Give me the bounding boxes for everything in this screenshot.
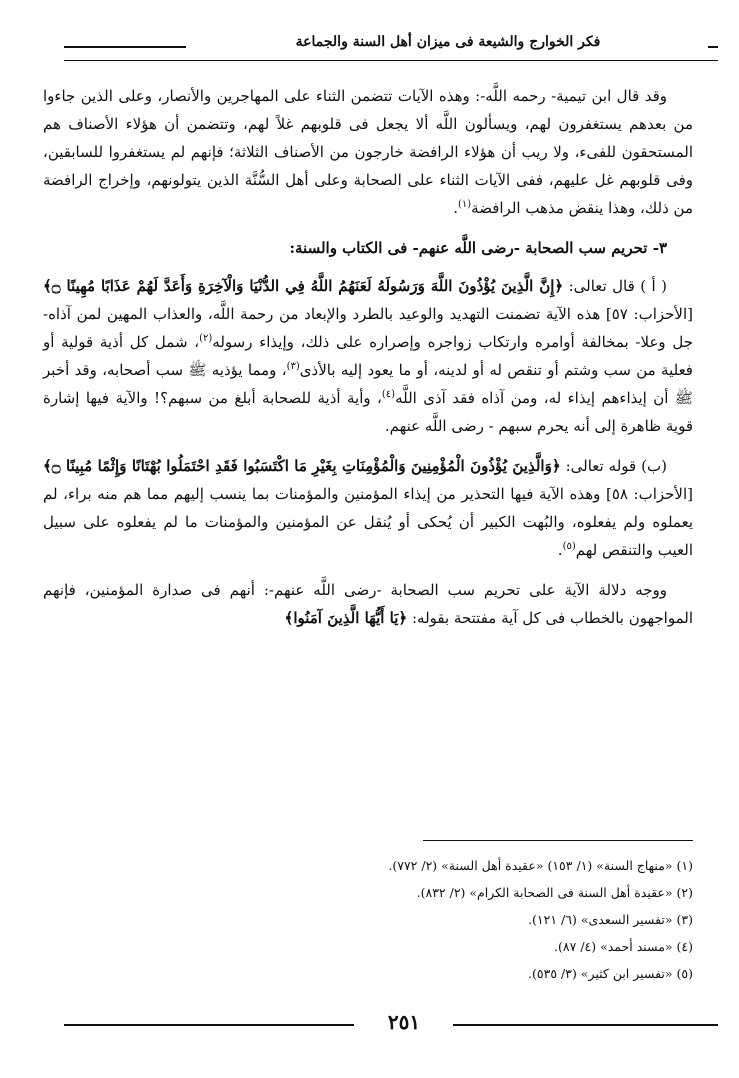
footnote-ref-3[interactable]: (٣) [286, 361, 300, 372]
footnote-ref-1[interactable]: (١) [457, 199, 472, 210]
footnote-ref-4[interactable]: (٤) [381, 389, 396, 400]
item-c-text: ووجه دلالة الآية على تحريم سب الصحابة -رضى اللَّه عنهم-: أنهم فى صدارة المؤمنين، فإنهم المواجهون بالخطاب فى كل آية مفتتحة بقوله: [43, 581, 693, 627]
footnotes [43, 852, 693, 987]
footnote-2: (٢) «عقيدة أهل السنة فى الصحابة الكرام» (٢/ ٨٣٢). [416, 885, 693, 900]
footnote-ref-5[interactable]: (٥) [562, 541, 576, 552]
running-title: فكر الخوارج والشيعة فى ميزان أهل السنة والجماعة [295, 34, 601, 50]
footnote-ref-2[interactable]: (٢) [199, 333, 213, 344]
footer-rule-left [64, 1024, 354, 1026]
quran-verse-c: ﴿يَا أَيُّهَا الَّذِينَ آمَنُوا﴾ [284, 609, 408, 627]
paragraph-b [43, 452, 693, 564]
section-heading: ٣- تحريم سب الصحابة -رضى اللَّه عنهم- فى الكتاب والسنة: [289, 239, 667, 257]
paragraph-c [43, 576, 693, 632]
main-text [43, 82, 693, 644]
header-underline [64, 60, 718, 61]
paragraph-text: وقد قال ابن تيمية- رحمه اللَّه-: وهذه الآيات تتضمن الثناء على المهاجرين والأنصار، وعلى الذين جاءوا من بعدهم يستغفرون لهم، ويسألون اللَّه ألا يجعل فى قلوبهم غلاً لهم، وتتضمن أن هؤلاء الأصناف هم المستحقون للفىء، ولا ريب أن هؤلاء الرافضة خارجون من الأصناف الثلاثة؛ فإنهم لم يستغفروا للسابقين، وفى قلوبهم غل عليهم، ففى الآيات الثناء على الصحابة وعلى أهل السُّنَّة الذين يتولونهم، وإخراج الرافضة من ذلك، وهذا ينقض مذهب الرافضة [43, 87, 693, 217]
footnote-3: (٣) «تفسير السعدى» (٦/ ١٢١). [528, 912, 693, 927]
paragraph-ibn-taymiyya [43, 82, 693, 222]
item-a-text-1: [الأحزاب: ٥٧] هذه الآية تضمنت التهديد والوعيد بالطرد والإبعاد من رحمة اللَّه، والعذاب المهين لمن آذاه- جل وعلا- بمخالفة أوامره وارتكاب زواجره وإصراره على ذلك، وإيذاء رسوله [43, 305, 694, 351]
item-a-text-2: ، شمل كل أذية قولية أو فعلية من سب وشتم أو تنقص له أو لدينه، أو ما يعود إليه بالأذى [43, 333, 693, 379]
quran-verse-b: ﴿وَالَّذِينَ يُؤْذُونَ الْمُؤْمِنِينَ وَالْمُؤْمِنَاتِ بِغَيْرِ مَا اكْتَسَبُوا فَقَدِ احْتَمَلُوا بُهْتَانًا وَإِثْمًا مُبِينًا ۝﴾ [43, 457, 561, 475]
item-b-label: (ب) قوله تعالى: [565, 457, 667, 475]
paragraph-a [43, 272, 693, 440]
quran-verse-a: ﴿إِنَّ الَّذِينَ يُؤْذُونَ اللَّهَ وَرَسُولَهُ لَعَنَهُمُ اللَّهُ فِي الدُّنْيَا وَالْآخِرَةِ وَأَعَدَّ لَهُمْ عَذَابًا مُهِينًا ۝﴾ [43, 277, 564, 295]
item-b-end: . [557, 541, 563, 559]
footnote-5: (٥) «تفسير ابن كثير» (٣/ ٥٣٥). [528, 966, 693, 981]
header-rule-right [708, 46, 718, 48]
item-a-text-4: ، وأية أذية للصحابة أبلغ من سبهم؟! والآية فيها إشارة قوية ظاهرة إلى أنه يحرم سبهم - رضى اللَّه عنهم. [43, 389, 693, 435]
item-a-label: ( أ ) قال تعالى: [568, 277, 667, 295]
page-number: ٢٥١ [387, 1010, 421, 1034]
header-rule-left [64, 46, 186, 48]
page-footer [64, 1010, 718, 1040]
footnote-1: (١) «منهاج السنة» (١/ ١٥٣) «عقيدة أهل السنة» (٢/ ٧٧٢). [388, 858, 693, 873]
running-header [64, 34, 718, 58]
item-a-text-3: ، ومما يؤذيه ﷺ سب أصحابه، وقد أخبر ﷺ أن إيذاءهم إيذاء له، ومن آذاه فقد آذى اللَّه [43, 361, 693, 407]
item-b-text-1: [الأحزاب: ٥٨] وهذه الآية فيها التحذير من إيذاء المؤمنين والمؤمنات بما ينسب إليهم مما هم منه براء، لم يعملوه ولم يفعلوه، والبُهت الكبير أن يُحكى أو يُنقل عن المؤمنين والمؤمنات ما لم يفعلوه على سبيل العيب والتنقص لهم [43, 485, 693, 559]
footnote-4: (٤) «مسند أحمد» (٤/ ٨٧). [554, 939, 693, 954]
footnote-separator [423, 840, 693, 841]
paragraph-end: . [453, 199, 458, 217]
footer-rule-right [453, 1024, 718, 1026]
